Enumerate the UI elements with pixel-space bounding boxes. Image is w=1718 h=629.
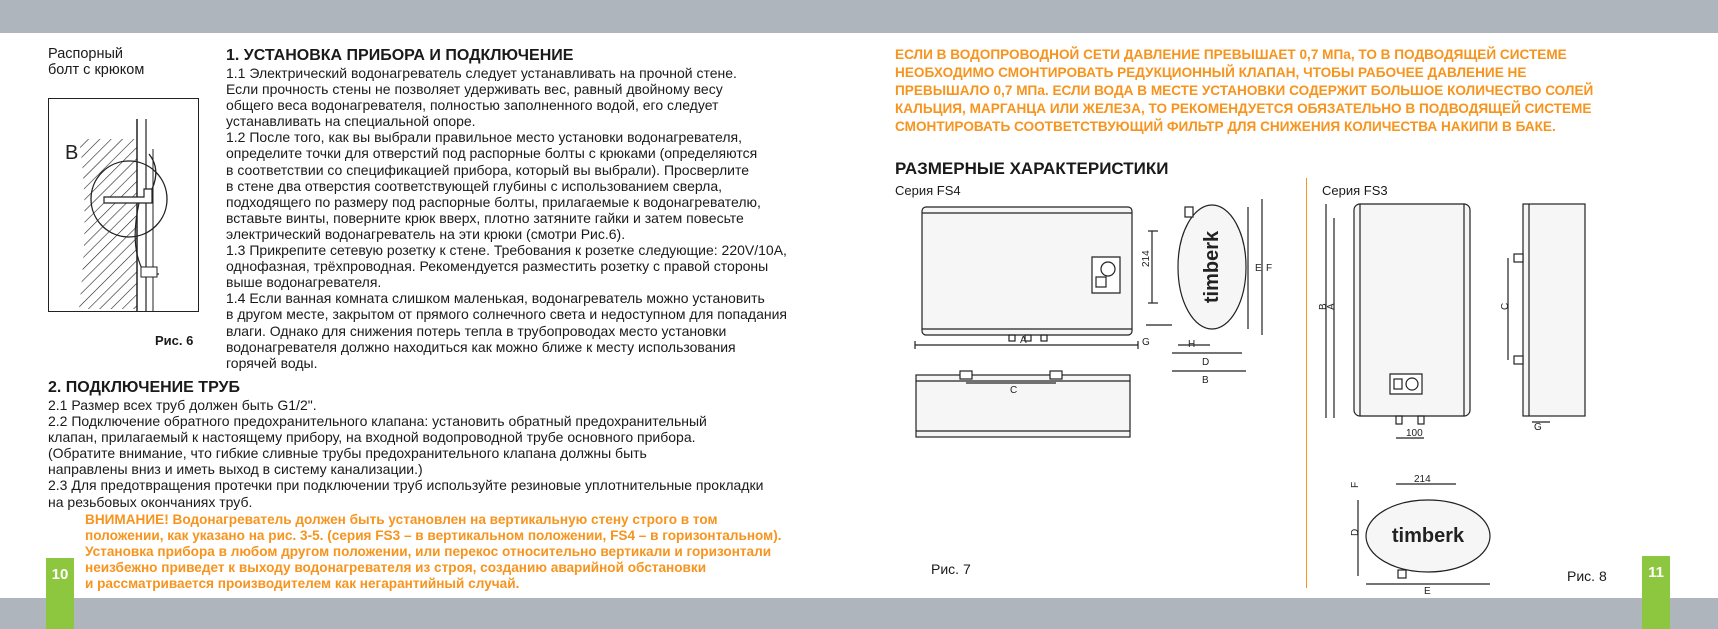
fs3-dim-a: A — [1326, 303, 1337, 310]
fig6-illustration — [48, 98, 199, 312]
series-fs4-label: Серия FS4 — [895, 183, 961, 198]
top-band — [0, 0, 1718, 33]
fig7-label: Рис. 7 — [931, 561, 971, 577]
series-divider — [1306, 178, 1307, 588]
fs4-dim-g: G — [1142, 337, 1150, 348]
section2-para-2: 2.2 Подключение обратного предохранительного клапана: установить обратный предохранительный клапан, прилагаемый к настоящему прибору, на входной водопроводной трубе основного прибора. (Обратите внимание, что гибкие сливные трубы предохранительного клапана должны быть направлены вниз и иметь выход в систему канализации.) — [48, 413, 707, 478]
section1-para-4: 1.4 Если ванная комната слишком маленькая, водонагреватель можно установить в другом месте, закрытом от прямого солнечного света и недоступном для попадания влаги. Однако для снижения потерь тепла в трубопроводах место установки водонагревателя должно находиться как можно ближе к месту использования горячей воды. — [226, 290, 788, 371]
fs4-dim-a: A — [1020, 335, 1027, 346]
warning-installation: ВНИМАНИЕ! Водонагреватель должен быть установлен на вертикальную стену строго в том положении, как указано на рис. 3-5. (серия FS3 – в вертикальном положении, FS4 – в горизонтальном). Установка прибора в любом другом положении, или перекос относительно вертикали и горизонтали неизбежно приведет к выходу водонагревателя из строя, созданию аварийной обстановки и рассматривается производителем как негарантийный случай. — [85, 512, 782, 591]
wall-bolt-drawing — [49, 99, 200, 313]
fs3-dim-c: C — [1500, 302, 1511, 310]
fs3-dim-g: G — [1534, 422, 1542, 433]
fs3-dim-e: E — [1424, 586, 1431, 597]
section-pipes — [48, 379, 868, 510]
section1-title: 1. УСТАНОВКА ПРИБОРА И ПОДКЛЮЧЕНИЕ — [226, 47, 574, 64]
fs4-drawing — [910, 195, 1280, 455]
fs3-dim-b: B — [1318, 303, 1329, 310]
fs3-dim-d: D — [1350, 528, 1361, 536]
warning-pressure: ЕСЛИ В ВОДОПРОВОДНОЙ СЕТИ ДАВЛЕНИЕ ПРЕВЫШАЕТ 0,7 МПа, ТО В ПОДВОДЯЩЕЙ СИСТЕМЕ НЕОБХОДИМО СМОНТИРОВАТЬ РЕДУКЦИОННЫЙ КЛАПАН, ЧТОБЫ РАБОЧЕЕ ДАВЛЕНИЕ НЕ ПРЕВЫШАЛО 0,7 МПа. ЕСЛИ ВОДА В МЕСТЕ УСТАНОВКИ СОДЕРЖИТ БОЛЬШОЕ КОЛИЧЕСТВО СОЛЕЙ КАЛЬЦИЯ, МАРГАНЦА ИЛИ ЖЕЛЕЗА, ТО РЕКОМЕНДУЕТСЯ ОБЯЗАТЕЛЬНО В ПОДВОДЯЩЕЙ СИСТЕМЕ СМОНТИРОВАТЬ СООТВЕТСТВУЮЩИЙ ФИЛЬТР ДЛЯ СНИЖЕНИЯ КОЛИЧЕСТВА НАКИПИ В БАКЕ. — [895, 47, 1594, 134]
fig6-caption: Распорный болт с крюком — [48, 46, 145, 78]
section1-para-1: 1.1 Электрический водонагреватель следует устанавливать на прочной стене. Если прочность стены не позволяет удерживать вес, равный двойному весу общего веса водонагревателя, полностью заполненного водой, его следует устанавливать на специальной опоре. — [226, 65, 737, 130]
section-installation — [226, 47, 846, 371]
fs4-dim-d: D — [1202, 357, 1210, 368]
fs3-drawing — [1318, 198, 1598, 597]
section2-para-3: 2.3 Для предотвращения протечки при подключении труб используйте резиновые уплотнительные прокладки на резьбовых окончаниях труб. — [48, 477, 764, 510]
fs3-brand: timberk — [1391, 525, 1465, 547]
fs4-dim-214: 214 — [1141, 250, 1152, 267]
fs3-dim-f: F — [1350, 481, 1361, 488]
fs4-dim-f: F — [1266, 263, 1273, 274]
section2-title: 2. ПОДКЛЮЧЕНИЕ ТРУБ — [48, 379, 240, 396]
dimensions-title: РАЗМЕРНЫЕ ХАРАКТЕРИСТИКИ — [895, 159, 1169, 178]
section1-para-2: 1.2 После того, как вы выбрали правильное место установки водонагревателя, определите точки для отверстий под распорные болты с крюками (определяются в соответствии со спецификацией прибора, который вы выбрали). Просверлите в стене два отверстия соответствующей глубины с использованием сверла, подходящего по размеру под распорные болты, прилагаемые к водонагревателю, вставьте винты, поверните крюк вверх, плотно затяните гайки и затем повесьте электрический водонагреватель на эти крюки (смотри Рис.6). — [226, 129, 761, 242]
page-number-left: 10 — [46, 558, 74, 629]
bottom-band — [0, 598, 1718, 629]
fig6-letter-b: B — [65, 142, 79, 164]
fig6-label: Рис. 6 — [155, 333, 194, 348]
fig8-label: Рис. 8 — [1567, 568, 1607, 584]
fs3-dim-214: 214 — [1414, 474, 1431, 485]
fs3-dim-100: 100 — [1406, 428, 1423, 439]
fs4-brand: timberk — [1201, 230, 1223, 304]
fs4-dim-h: H — [1188, 339, 1196, 350]
fs4-dim-b: B — [1202, 375, 1209, 386]
fs4-dim-c: C — [1010, 385, 1018, 396]
page-number-right: 11 — [1642, 556, 1670, 629]
fs4-dim-e: E — [1255, 263, 1262, 274]
section2-para-1: 2.1 Размер всех труб должен быть G1/2". — [48, 397, 317, 413]
series-fs3-label: Серия FS3 — [1322, 183, 1388, 198]
section1-para-3: 1.3 Прикрепите сетевую розетку к стене. Требования к розетке следующие: 220V/10A, однофазная, трёхпроводная. Рекомендуется разместить розетку с правой стороны выше водонагревателя. — [226, 242, 787, 291]
